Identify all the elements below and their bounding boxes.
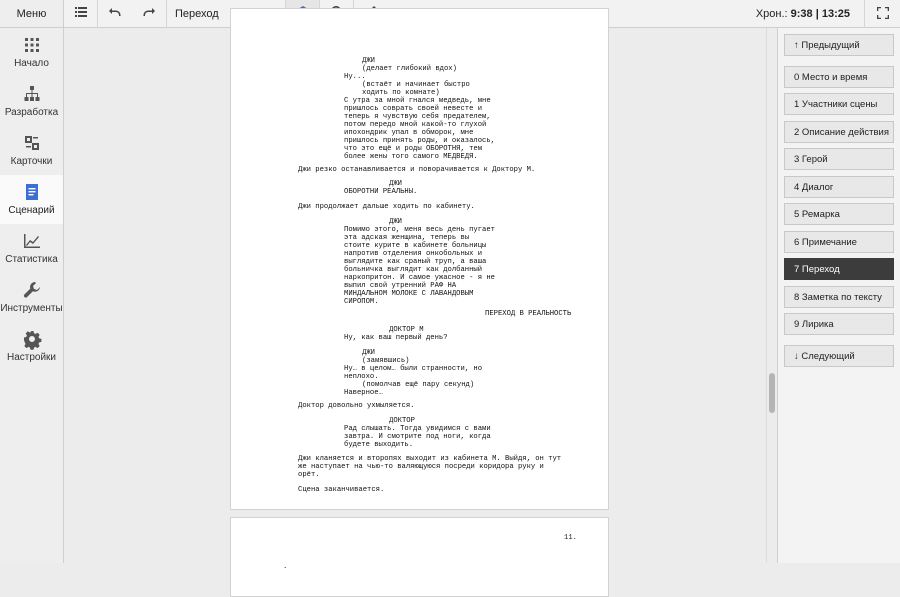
dialogue-line[interactable]: пришлось принять роды, и оказалось,: [344, 137, 495, 145]
dialogue-line[interactable]: С утра за мной гнался медведь, мне: [344, 97, 491, 105]
action-line[interactable]: орёт.: [298, 471, 320, 479]
element-type-scene-characters-button[interactable]: 1 Участники сцены: [784, 93, 894, 115]
document-icon: [23, 183, 41, 201]
dialogue-line[interactable]: выглядите как сраный труп, а ваша: [344, 258, 487, 266]
chart-icon: [23, 232, 41, 250]
parenthetical-line[interactable]: (замявшись): [362, 357, 410, 365]
script-page[interactable]: [230, 517, 609, 597]
chronometry-value: 9:38 | 13:25: [790, 8, 850, 20]
editor-scrollbar[interactable]: [766, 28, 776, 563]
fullscreen-icon: [877, 7, 889, 22]
dialogue-line[interactable]: выпил свой утренний РАФ НА: [344, 282, 457, 290]
element-type-scene-heading-button[interactable]: 0 Место и время: [784, 66, 894, 88]
dialogue-line[interactable]: ОБОРОТНИ РЕАЛЬНЫ.: [344, 188, 418, 196]
dialogue-line[interactable]: эта адская женщина, теперь вы: [344, 234, 470, 242]
wrench-icon: [23, 281, 41, 299]
dialogue-line[interactable]: завтра. И смотрите под ноги, когда: [344, 433, 491, 441]
action-line[interactable]: Джи продолжает дальше ходить по кабинету.: [298, 203, 475, 211]
dialogue-line[interactable]: что это ещё и роды ОБОРОТНЯ, тем: [344, 145, 483, 153]
element-type-dialogue-button[interactable]: 4 Диалог: [784, 176, 894, 198]
sitemap-icon: [23, 85, 41, 103]
nav-item-label: Разработка: [4, 107, 59, 118]
element-types-panel: [777, 28, 900, 563]
script-editor[interactable]: [64, 28, 776, 571]
dialogue-line[interactable]: Ну… в целом… были странности, но: [344, 365, 483, 373]
character-line[interactable]: ДОКТОР М: [389, 326, 424, 334]
menu-button[interactable]: Меню: [0, 0, 63, 28]
next-element-button[interactable]: ↓ Следующий: [784, 345, 894, 367]
grid-icon: [23, 36, 41, 54]
parenthetical-line[interactable]: (делает глибокий вдох): [362, 65, 457, 73]
dialogue-line[interactable]: неплохо.: [344, 373, 379, 381]
action-line[interactable]: Сцена заканчивается.: [298, 486, 385, 494]
dialogue-line[interactable]: потом передо мной какой-то глухой: [344, 121, 487, 129]
dialogue-line[interactable]: теперь я чувствую себя предателем,: [344, 113, 491, 121]
action-line[interactable]: Джи резко останавливается и поворачивается к Доктору М.: [298, 166, 536, 174]
element-type-action-button[interactable]: 2 Описание действия: [784, 121, 894, 143]
dialogue-line[interactable]: Помимо этого, меня весь день пугает: [344, 226, 495, 234]
element-type-value: Переход: [175, 7, 219, 20]
outline-toggle-button[interactable]: [64, 0, 98, 28]
nav-item-label: Начало: [14, 58, 49, 69]
dialogue-line[interactable]: Ну, как ваш первый день?: [344, 334, 448, 342]
nav-item-label: Настройки: [6, 352, 57, 363]
list-icon: [74, 5, 88, 22]
scrollbar-thumb[interactable]: [769, 373, 775, 413]
dialogue-line[interactable]: наркопритон. И самое ужасное - я не: [344, 274, 495, 282]
chronometry-label: Хрон.:: [755, 8, 788, 20]
character-line[interactable]: ДЖИ: [362, 349, 375, 357]
nav-item-label: Инструменты: [0, 303, 63, 314]
dialogue-line[interactable]: СИРОПОМ.: [344, 298, 379, 306]
element-type-note-button[interactable]: 6 Примечание: [784, 231, 894, 253]
parenthetical-line[interactable]: (встаёт и начинает быстро: [362, 81, 470, 89]
undo-button[interactable]: [98, 0, 132, 28]
nav-item-home[interactable]: [0, 28, 63, 77]
nav-item-development[interactable]: [0, 77, 63, 126]
redo-button[interactable]: [132, 0, 166, 28]
character-line[interactable]: ДЖИ: [389, 218, 402, 226]
nav-item-cards[interactable]: [0, 126, 63, 175]
nav-item-label: Карточки: [10, 156, 53, 167]
dialogue-line[interactable]: Ну...: [344, 73, 366, 81]
element-type-text-note-button[interactable]: 8 Заметка по тексту: [784, 286, 894, 308]
left-navigation: [0, 0, 64, 563]
action-line[interactable]: Доктор довольно ухмыляется.: [298, 402, 415, 410]
dialogue-line[interactable]: Рад слышать. Тогда увидимся с вами: [344, 425, 491, 433]
action-line[interactable]: Джи кланяется и второпях выходит из кабинета М. Выйдя, он тут: [298, 455, 562, 463]
script-page[interactable]: [230, 8, 609, 510]
nav-item-statistics[interactable]: [0, 224, 63, 273]
element-type-lyrics-button[interactable]: 9 Лирика: [784, 313, 894, 335]
dialogue-line[interactable]: более жены того самого МЕДВЕДЯ.: [344, 153, 478, 161]
dialogue-line[interactable]: больничка выглядит как долбанный: [344, 266, 483, 274]
dialogue-line[interactable]: Наверное…: [344, 389, 383, 397]
nav-item-settings[interactable]: [0, 322, 63, 371]
element-type-transition-button[interactable]: 7 Переход: [784, 258, 894, 280]
character-line[interactable]: ДЖИ: [362, 57, 375, 65]
dialogue-line[interactable]: ипохондрик упал в обморок, мне: [344, 129, 474, 137]
action-line[interactable]: же наступает на чью-то валяющуюся посреди коридора руку и: [298, 463, 544, 471]
chronometry-display: [756, 8, 850, 20]
element-type-parenthetical-button[interactable]: 5 Ремарка: [784, 203, 894, 225]
parenthetical-line[interactable]: ходить по комнате): [362, 89, 440, 97]
nav-item-label: Сценарий: [8, 205, 55, 216]
character-line[interactable]: ДЖИ: [389, 180, 402, 188]
previous-element-button[interactable]: ↑ Предыдущий: [784, 34, 894, 56]
character-line[interactable]: ДОКТОР: [389, 417, 415, 425]
dialogue-line[interactable]: будете выходить.: [344, 441, 414, 449]
nav-item-label: Статистика: [5, 254, 58, 265]
element-type-character-button[interactable]: 3 Герой: [784, 148, 894, 170]
nav-item-tools[interactable]: [0, 273, 63, 322]
dialogue-line[interactable]: напротив отделения онкобольных и: [344, 250, 483, 258]
parenthetical-line[interactable]: (помолчав ещё пару секунд): [362, 381, 475, 389]
dialogue-line[interactable]: пришлось соврать своей невесте и: [344, 105, 483, 113]
fullscreen-button[interactable]: [864, 0, 900, 28]
redo-icon: [142, 5, 156, 22]
dialogue-line[interactable]: стоите курите в кабинете больницы: [344, 242, 487, 250]
undo-icon: [108, 5, 122, 22]
page-number: 11.: [564, 534, 577, 542]
dialogue-line[interactable]: МИНДАЛЬНОМ МОЛОКЕ С ЛАВАНДОВЫМ: [344, 290, 474, 298]
transition-line[interactable]: ПЕРЕХОД В РЕАЛЬНОСТЬ: [485, 310, 572, 318]
nav-item-screenplay[interactable]: [0, 175, 63, 224]
cards-icon: [23, 134, 41, 152]
gear-icon: [23, 330, 41, 348]
text-cursor-mark: .: [283, 563, 288, 571]
